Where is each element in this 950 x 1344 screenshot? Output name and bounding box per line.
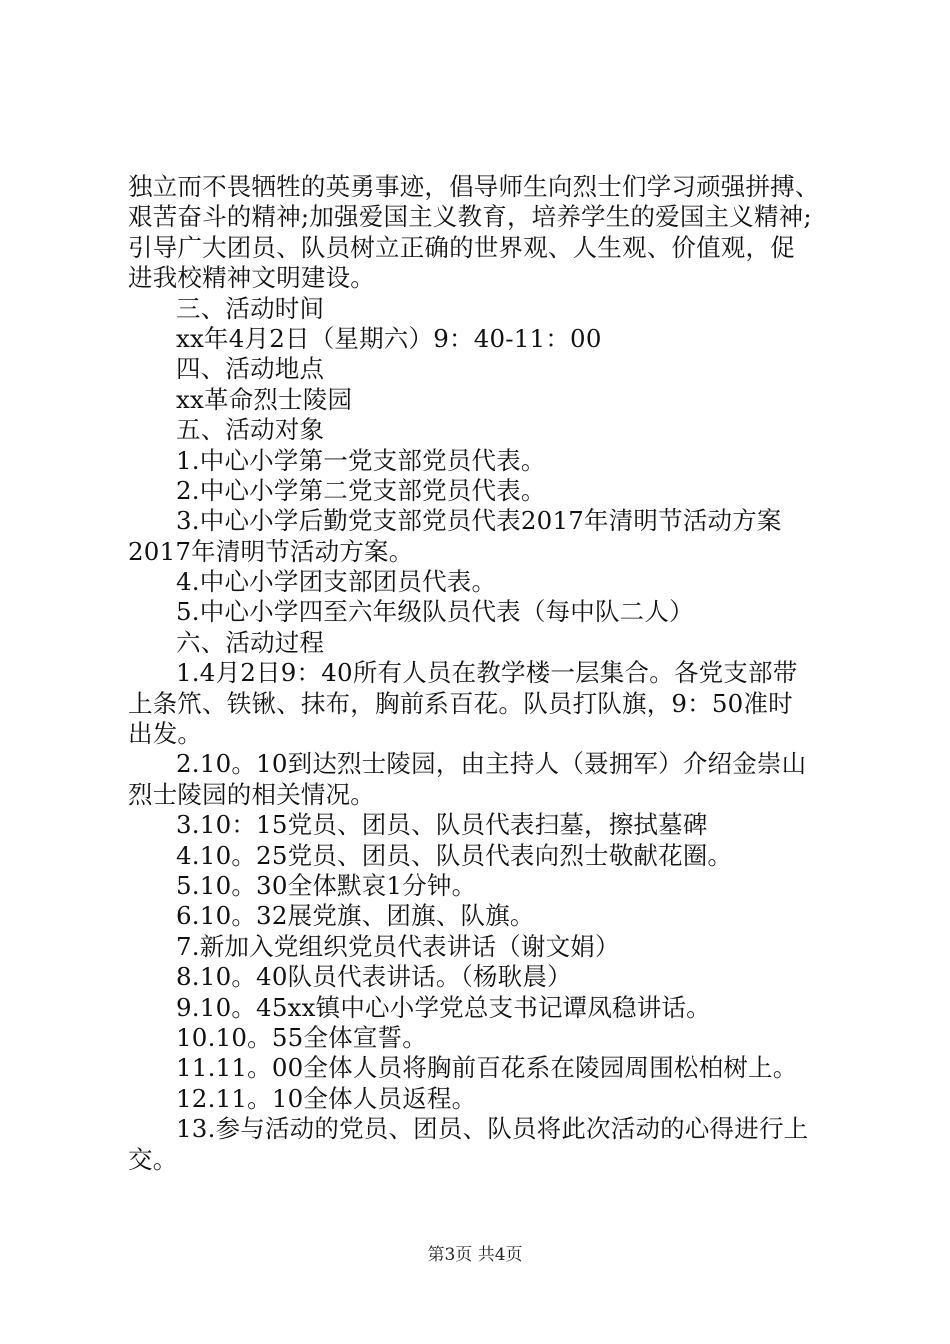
- document-line: 烈士陵园的相关情况。: [128, 779, 375, 809]
- document-line: 独立而不畏牺牲的英勇事迹，倡导师生向烈士们学习顽强拼搏、: [128, 172, 820, 201]
- document-line: 交。: [128, 1144, 178, 1174]
- document-line: 2.中心小学第二党支部党员代表。: [176, 475, 546, 505]
- document-line: 2017年清明节活动方案。: [128, 536, 414, 566]
- document-line: 13.参与活动的党员、团员、队员将此次活动的心得进行上: [176, 1114, 809, 1144]
- document-line: 三、活动时间: [176, 293, 325, 323]
- page-footer: 第3页 共4页: [427, 1245, 523, 1265]
- document-line: xx革命烈士陵园: [176, 384, 353, 414]
- document-line: 5.10。30全体默哀1分钟。: [176, 870, 477, 900]
- document-line: 12.11。10全体人员返程。: [176, 1083, 477, 1113]
- document-line: 5.中心小学四至六年级队员代表（每中队二人）: [176, 597, 694, 627]
- document-line: 11.11。00全体人员将胸前百花系在陵园周围松柏树上。: [176, 1053, 798, 1083]
- document-line: 3.10：15党员、团员、队员代表扫墓，擦拭墓碑: [176, 810, 708, 840]
- document-line: 出发。: [128, 719, 203, 749]
- document-line: 7.新加入党组织党员代表讲话（谢文娟）: [176, 931, 620, 961]
- document-line: 10.10。55全体宣誓。: [176, 1022, 427, 1052]
- document-line: 五、活动对象: [176, 415, 325, 445]
- document-line: 2.10。10到达烈士陵园，由主持人（聂拥军）介绍金崇山: [176, 749, 807, 779]
- document-line: 6.10。32展党旗、团旗、队旗。: [176, 901, 535, 931]
- document-line: 进我校精神文明建设。: [128, 263, 375, 293]
- document-line: xx年4月2日（星期六）9：40-11：00: [176, 323, 602, 353]
- document-line: 8.10。40队员代表讲话。（杨耿晨）: [176, 962, 572, 992]
- document-line: 9.10。45xx镇中心小学党总支书记谭凤稳讲话。: [176, 992, 711, 1022]
- document-line: 引导广大团员、队员树立正确的世界观、人生观、价值观，促: [128, 232, 795, 262]
- document-line: 4.中心小学团支部团员代表。: [176, 567, 497, 597]
- document-body: [128, 172, 838, 1175]
- document-line: 六、活动过程: [176, 627, 325, 657]
- document-line: 1.4月2日9：40所有人员在教学楼一层集合。各党支部带: [176, 658, 798, 688]
- document-line: 3.中心小学后勤党支部党员代表2017年清明节活动方案: [176, 506, 782, 536]
- document-line: 上条笊、铁锹、抹布，胸前系百花。队员打队旗，9：50准时: [128, 688, 793, 718]
- document-line: 1.中心小学第一党支部党员代表。: [176, 445, 546, 475]
- document-line: 四、活动地点: [176, 354, 325, 384]
- document-line: 艰苦奋斗的精神;加强爱国主义教育，培养学生的爱国主义精神;: [128, 202, 812, 232]
- document-line: 4.10。25党员、团员、队员代表向烈士敬献花圈。: [176, 840, 733, 870]
